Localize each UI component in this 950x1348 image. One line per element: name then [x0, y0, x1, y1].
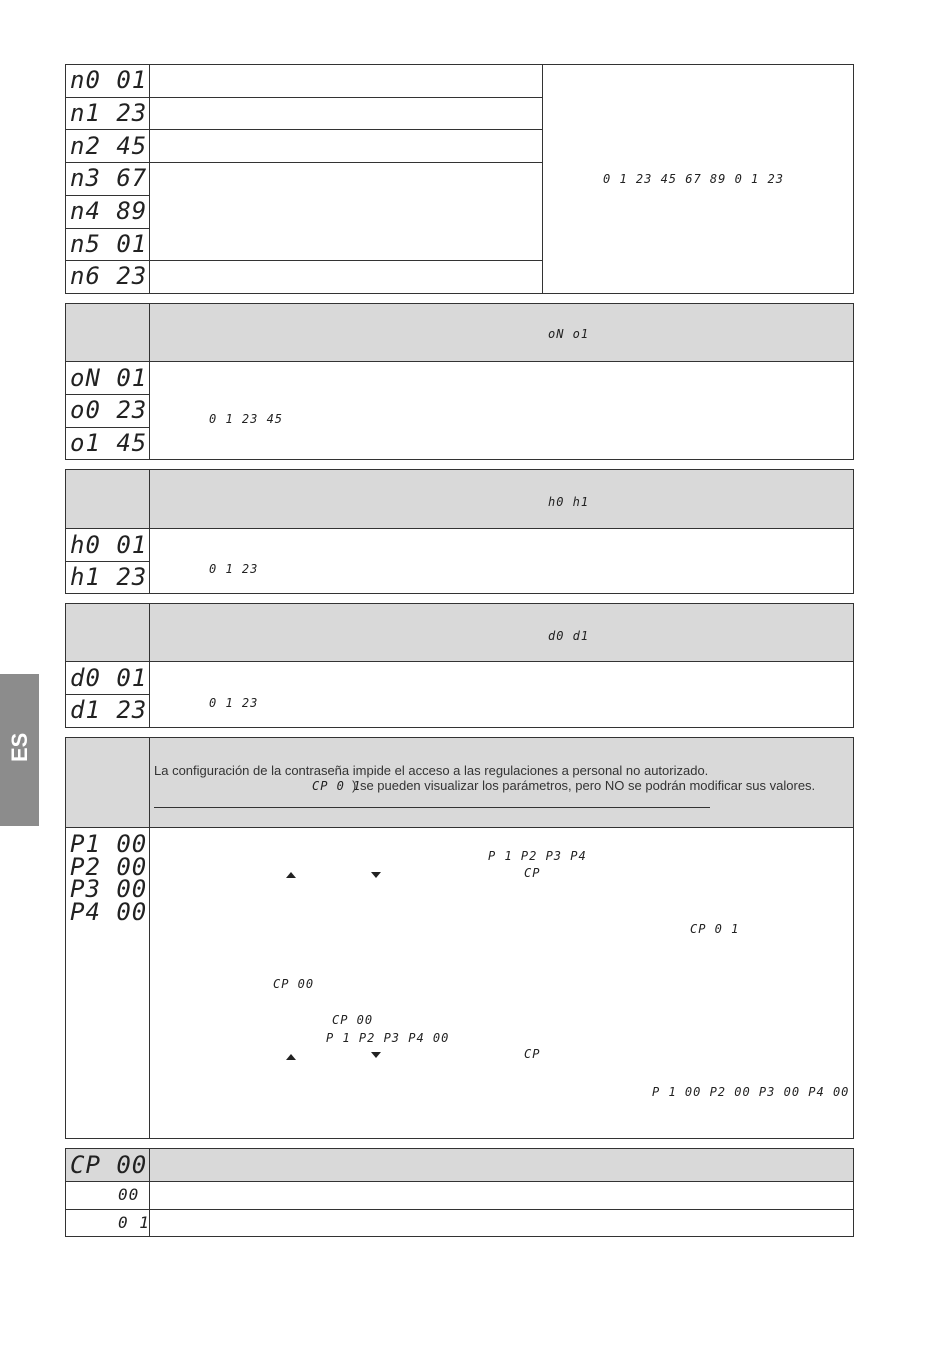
divider [65, 129, 149, 130]
display-code: P2 00 [70, 853, 148, 881]
divider [149, 469, 150, 594]
inline-code: CP 0 1 [312, 779, 362, 793]
arrow-up-icon [286, 872, 296, 878]
divider [65, 228, 149, 229]
arrow-up-icon [286, 1054, 296, 1060]
display-code: d1 23 [70, 696, 148, 724]
display-code: h1 23 [70, 563, 148, 591]
inline-code: CP 00 [273, 977, 315, 991]
inline-code: CP 0 1 [690, 922, 740, 936]
option-value: 00 [118, 1185, 140, 1204]
inline-code: CP 00 [332, 1013, 374, 1027]
section-header [66, 304, 853, 361]
section-header [66, 604, 853, 661]
divider [65, 1181, 854, 1182]
arrow-down-icon [371, 872, 381, 878]
display-code: P3 00 [70, 875, 148, 903]
header-codes: oN o1 [548, 327, 590, 341]
option-value: 0 1 [118, 1213, 150, 1232]
value-digits: 0 1 23 45 67 89 0 1 23 [603, 172, 784, 186]
inline-code: P 1 P2 P3 P4 00 [326, 1031, 450, 1045]
inline-code: P 1 00 P2 00 P3 00 P4 00 [652, 1085, 850, 1099]
divider [149, 162, 542, 163]
display-code: n3 67 [70, 164, 148, 192]
divider [65, 427, 149, 428]
divider [65, 827, 854, 828]
display-code: n4 89 [70, 197, 148, 225]
divider [154, 807, 710, 808]
divider [149, 97, 542, 98]
divider [65, 162, 149, 163]
arrow-down-icon [371, 1052, 381, 1058]
divider [542, 64, 543, 294]
display-code: n6 23 [70, 262, 148, 290]
display-code: n5 01 [70, 230, 148, 258]
display-code: n0 01 [70, 66, 148, 94]
display-code: o1 45 [70, 429, 148, 457]
display-code: d0 01 [70, 664, 148, 692]
language-tab-label: ES [7, 732, 32, 762]
divider [65, 361, 854, 362]
section-header [66, 470, 853, 528]
value-digits: 0 1 23 45 [209, 412, 284, 426]
display-code: oN 01 [70, 364, 148, 392]
value-digits: 0 1 23 [209, 696, 259, 710]
inline-code: P 1 P2 P3 P4 [488, 849, 587, 863]
display-code: h0 01 [70, 531, 148, 559]
divider [65, 260, 149, 261]
divider [149, 737, 150, 1139]
display-code: P4 00 [70, 898, 148, 926]
value-digits: 0 1 23 [209, 562, 259, 576]
divider [65, 394, 149, 395]
inline-code: CP [524, 866, 541, 880]
display-code: n2 45 [70, 132, 148, 160]
display-code: n1 23 [70, 99, 148, 127]
divider [65, 561, 149, 562]
password-description-2: ) se pueden visualizar los parámetros, pero NO se podrán modificar sus valores. [352, 778, 816, 793]
divider [65, 528, 854, 529]
header-codes: h0 h1 [548, 495, 590, 509]
divider [149, 303, 150, 460]
divider [149, 260, 542, 261]
display-code: o0 23 [70, 396, 148, 424]
divider [65, 661, 854, 662]
display-code: CP 00 [70, 1151, 148, 1179]
password-description: La configuración de la contraseña impide el acceso a las regulaciones a personal no autorizado. [154, 763, 709, 778]
header-codes: d0 d1 [548, 629, 590, 643]
divider [149, 603, 150, 728]
divider [149, 129, 542, 130]
divider [65, 195, 149, 196]
inline-code: CP [524, 1047, 541, 1061]
divider [65, 1209, 854, 1210]
divider [65, 694, 149, 695]
display-code: P1 00 [70, 830, 148, 858]
section-header [66, 1149, 853, 1181]
divider [65, 97, 149, 98]
